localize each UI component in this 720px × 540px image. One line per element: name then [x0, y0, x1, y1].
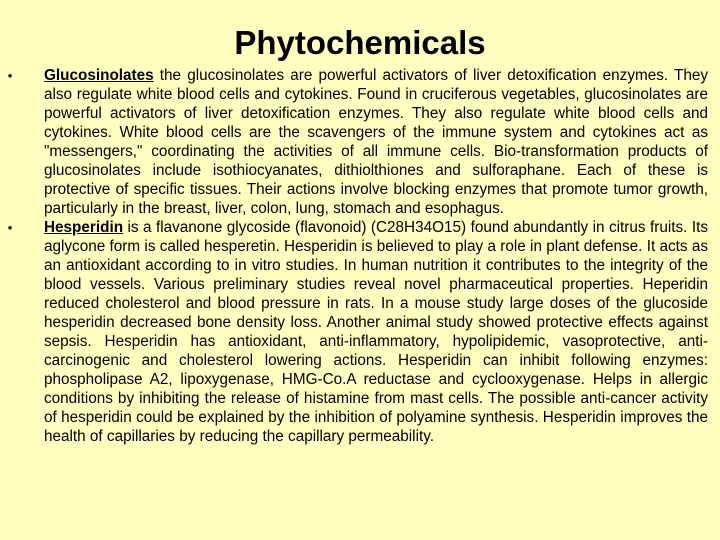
- bullet-list: [0, 66, 720, 446]
- bullet-item-hesperidin: [0, 218, 720, 446]
- bullet-dot-icon: •: [7, 220, 13, 235]
- bullet-text-glucosinolates: the glucosinolates are powerful activators of liver detoxification enzymes. They also regulate white blood cells and cytokines. Found in cruciferous vegetables, glucosinolates are powerful activators of liver detoxification enzymes. They also regulate white blood cells and cytokines. White blood cells are the scavengers of the immune system and cytokines act as "messengers," coordinating the activities of all immune cells. Bio-transformation products of glucosinolates include isothiocyanates, dithiolthiones and sulforaphane. Each of these is protective of specific tissues. Their actions involve blocking enzymes that promote tumor growth, particularly in the breast, liver, colon, lung, stomach and esophagus.: [44, 67, 708, 217]
- bullet-item-glucosinolates: [0, 66, 720, 218]
- slide-title: Phytochemicals: [234, 24, 486, 61]
- term-hesperidin: Hesperidin: [44, 219, 124, 236]
- bullet-dot-icon: •: [7, 68, 13, 83]
- term-glucosinolates: Glucosinolates: [44, 67, 154, 84]
- bullet-text-hesperidin: is a flavanone glycoside (flavonoid) (C28H34O15) found abundantly in citrus fruits. Its aglycone form is called hesperetin. Hesperidin is believed to play a role in plant defense. It acts as an antioxidant according to in vitro studies. In human nutrition it contributes to the integrity of the blood vessels. Various preliminary studies reveal novel pharmaceutical properties. Heperidin reduced cholesterol and blood pressure in rats. In a mouse study large doses of the glucoside hesperidin decreased bone density loss. Another animal study showed protective effects against sepsis. Hesperidin has antioxidant, anti-inflammatory, hypolipidemic, vasoprotective, anti-carcinogenic and cholesterol lowering actions. Hesperidin can inhibit following enzymes: phospholipase A2, lipoxygenase, HMG-Co.A reductase and cyclooxygenase. Helps in allergic conditions by inhibiting the release of histamine from mast cells. The possible anti-cancer activity of hesperidin could be explained by the inhibition of polyamine synthesis. Hesperidin improves the health of capillaries by reducing the capillary permeability.: [44, 219, 708, 445]
